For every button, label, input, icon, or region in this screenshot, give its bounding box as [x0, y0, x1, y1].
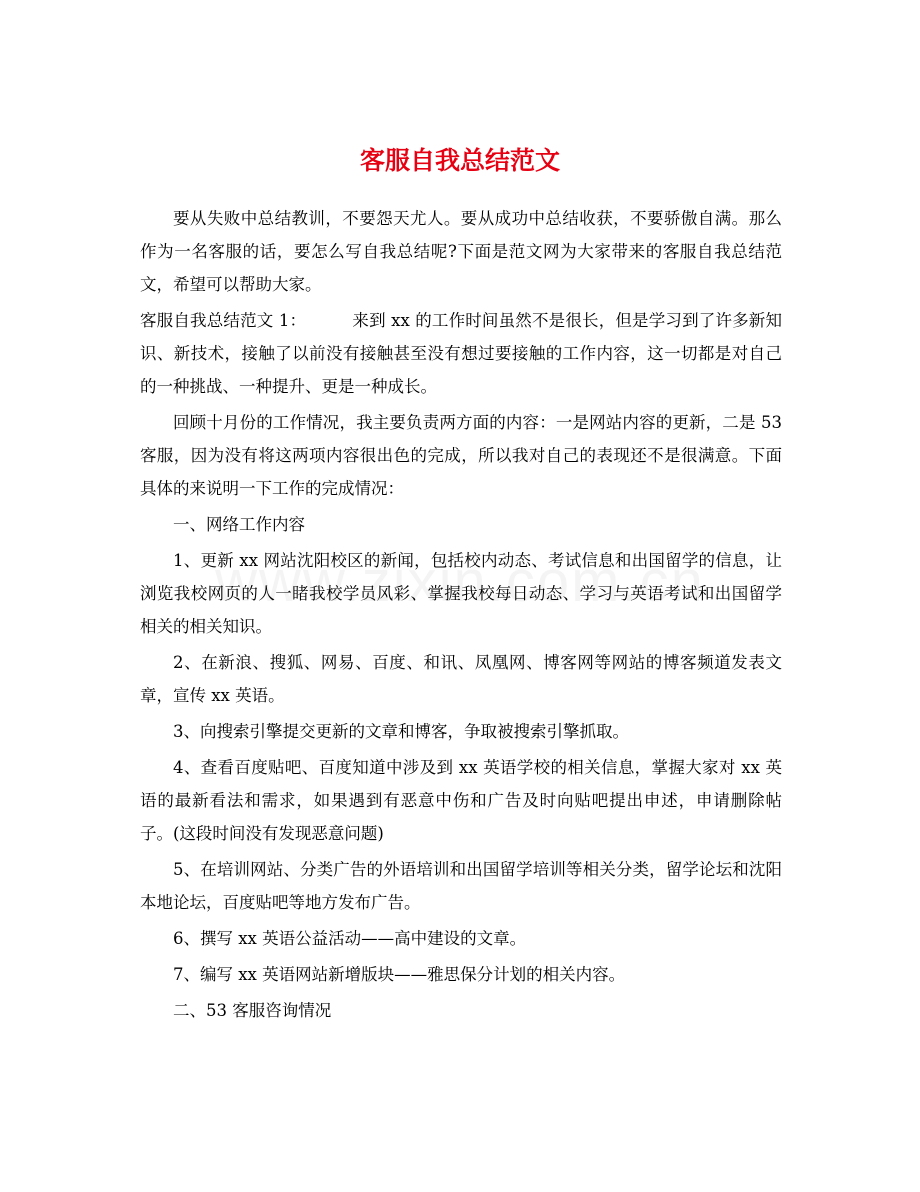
list-item: 6、撰写 xx 英语公益活动——高中建设的文章。: [173, 929, 527, 948]
page-title: 客服自我总结范文: [359, 145, 560, 175]
sample-label: 客服自我总结范文 1：: [140, 311, 307, 330]
list-item: 2、在新浪、搜狐、网易、百度、和讯、凤凰网、博客网等网站的博客频道发表文章，宣传 xx 英语。: [140, 653, 782, 705]
section-heading-2: 二、53 客服咨询情况: [173, 1001, 332, 1020]
review-paragraph: 回顾十月份的工作情况，我主要负责两方面的内容：一是网站内容的更新，二是 53 客服，因为没有将这两项内容很出色的完成，所以我对自己的表现还不是很满意。下面具体的来说明一下工作的完成情况：: [140, 413, 782, 498]
section-heading-1: 一、网络工作内容: [173, 515, 305, 534]
list-item: 4、查看百度贴吧、百度知道中涉及到 xx 英语学校的相关信息，掌握大家对 xx 英语的最新看法和需求，如果遇到有恶意中伤和广告及时向贴吧提出申述，申请删除帖子。(这段时间没有发现恶意问题): [140, 758, 782, 843]
list-item: 5、在培训网站、分类广告的外语培训和出国留学培训等相关分类，留学论坛和沈阳本地论坛，百度贴吧等地方发布广告。: [140, 860, 782, 912]
list-item: 3、向搜索引擎提交更新的文章和博客，争取被搜索引擎抓取。: [173, 722, 629, 741]
sample-paragraph: [140, 304, 782, 403]
sample-text: 来到 xx 的工作时间虽然不是很长，但是学习到了许多新知识、新技术，接触了以前没有接触甚至没有想过要接触的工作内容，这一切都是对自己的一种挑战、一种提升、更是一种成长。: [140, 311, 782, 396]
document-body: [140, 202, 782, 1030]
intro-paragraph: 要从失败中总结教训，不要怨天尤人。要从成功中总结收获，不要骄傲自满。那么作为一名客服的话，要怎么写自我总结呢?下面是范文网为大家带来的客服自我总结范文，希望可以帮助大家。: [140, 209, 782, 294]
list-item: 1、更新 xx 网站沈阳校区的新闻，包括校内动态、考试信息和出国留学的信息，让浏览我校网页的人一睹我校学员风彩、掌握我校每日动态、学习与英语考试和出国留学相关的相关知识。: [140, 551, 782, 636]
list-item: 7、编写 xx 英语网站新增版块——雅思保分计划的相关内容。: [173, 965, 626, 984]
